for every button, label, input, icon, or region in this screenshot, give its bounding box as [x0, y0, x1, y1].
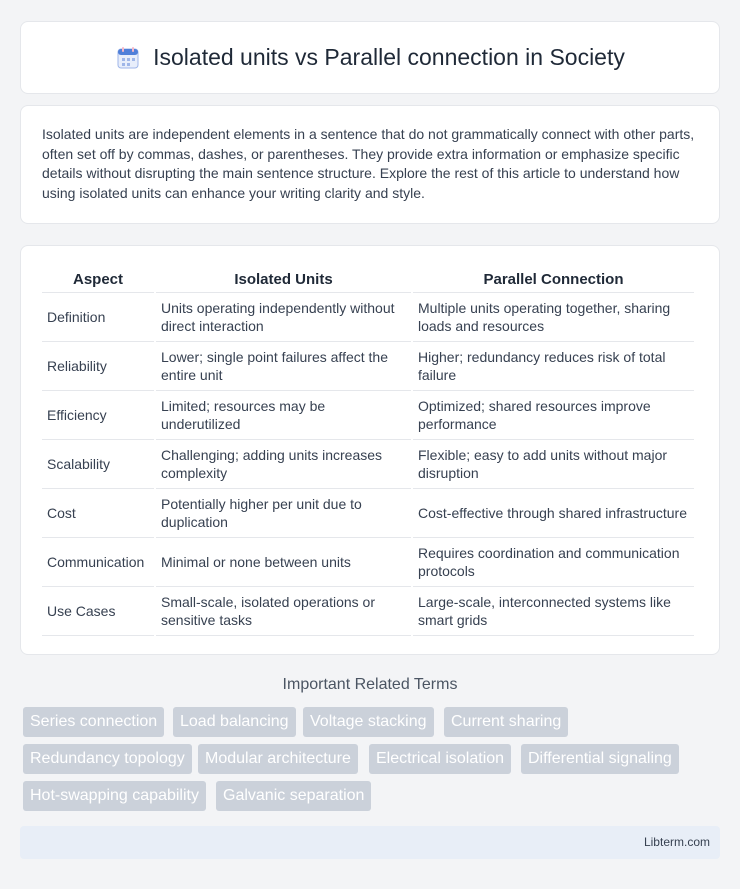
isolated-cell: Small-scale, isolated operations or sensitive tasks: [156, 587, 411, 636]
tag-voltage-stacking[interactable]: Voltage stacking: [303, 707, 434, 737]
related-terms-title: Important Related Terms: [282, 676, 458, 693]
parallel-cell: Flexible; easy to add units without major disruption: [413, 440, 694, 489]
tag-series-connection[interactable]: Series connection: [23, 707, 164, 737]
isolated-cell: Minimal or none between units: [156, 538, 411, 587]
aspect-cell: Cost: [42, 489, 154, 538]
header-parallel-connection: Parallel Connection: [413, 266, 694, 293]
footer: [20, 826, 720, 859]
aspect-cell: Communication: [42, 538, 154, 587]
isolated-cell: Challenging; adding units increases complexity: [156, 440, 411, 489]
parallel-cell: Requires coordination and communication protocols: [413, 538, 694, 587]
page-title: Isolated units vs Parallel connection in Society: [153, 44, 625, 70]
table-header-row: [42, 266, 694, 293]
table-row: [42, 293, 694, 342]
footer-site-link[interactable]: Libterm.com: [643, 835, 710, 849]
tag-differential-signaling[interactable]: Differential signaling: [521, 744, 679, 774]
header-aspect: Aspect: [42, 266, 154, 293]
intro-text: Isolated units are independent elements in a sentence that do not grammatically connect with other parts, often set off by commas, dashes, or parentheses. They provide extra information or emphasize specific details without disrupting the main sentence structure. Explore the rest of this article to understand how using isolated units can enhance your writing clarity and style.: [42, 126, 695, 201]
isolated-cell: Units operating independently without direct interaction: [156, 293, 411, 342]
calendar-icon: [115, 45, 141, 71]
aspect-cell: Reliability: [42, 342, 154, 391]
isolated-cell: Potentially higher per unit due to duplication: [156, 489, 411, 538]
isolated-cell: Limited; resources may be underutilized: [156, 391, 411, 440]
header-card: [20, 21, 720, 94]
table-row: [42, 391, 694, 440]
comparison-card: [20, 245, 720, 655]
table-row: [42, 538, 694, 587]
tag-redundancy-topology[interactable]: Redundancy topology: [23, 744, 192, 774]
tag-load-balancing[interactable]: Load balancing: [173, 707, 296, 737]
aspect-cell: Scalability: [42, 440, 154, 489]
parallel-cell: Cost-effective through shared infrastructure: [413, 489, 694, 538]
tag-electrical-isolation[interactable]: Electrical isolation: [369, 744, 511, 774]
table-row: [42, 342, 694, 391]
isolated-cell: Lower; single point failures affect the entire unit: [156, 342, 411, 391]
intro-card: [20, 105, 720, 224]
aspect-cell: Efficiency: [42, 391, 154, 440]
header-isolated-units: Isolated Units: [156, 266, 411, 293]
table-row: [42, 489, 694, 538]
comparison-table: [40, 266, 696, 636]
aspect-cell: Definition: [42, 293, 154, 342]
table-row: [42, 587, 694, 636]
parallel-cell: Multiple units operating together, sharing loads and resources: [413, 293, 694, 342]
tag-current-sharing[interactable]: Current sharing: [444, 707, 568, 737]
tag-hot-swapping-capability[interactable]: Hot-swapping capability: [23, 781, 206, 811]
parallel-cell: Higher; redundancy reduces risk of total failure: [413, 342, 694, 391]
parallel-cell: Large-scale, interconnected systems like smart grids: [413, 587, 694, 636]
parallel-cell: Optimized; shared resources improve performance: [413, 391, 694, 440]
tag-modular-architecture[interactable]: Modular architecture: [198, 744, 358, 774]
tag-galvanic-separation[interactable]: Galvanic separation: [216, 781, 371, 811]
table-row: [42, 440, 694, 489]
aspect-cell: Use Cases: [42, 587, 154, 636]
